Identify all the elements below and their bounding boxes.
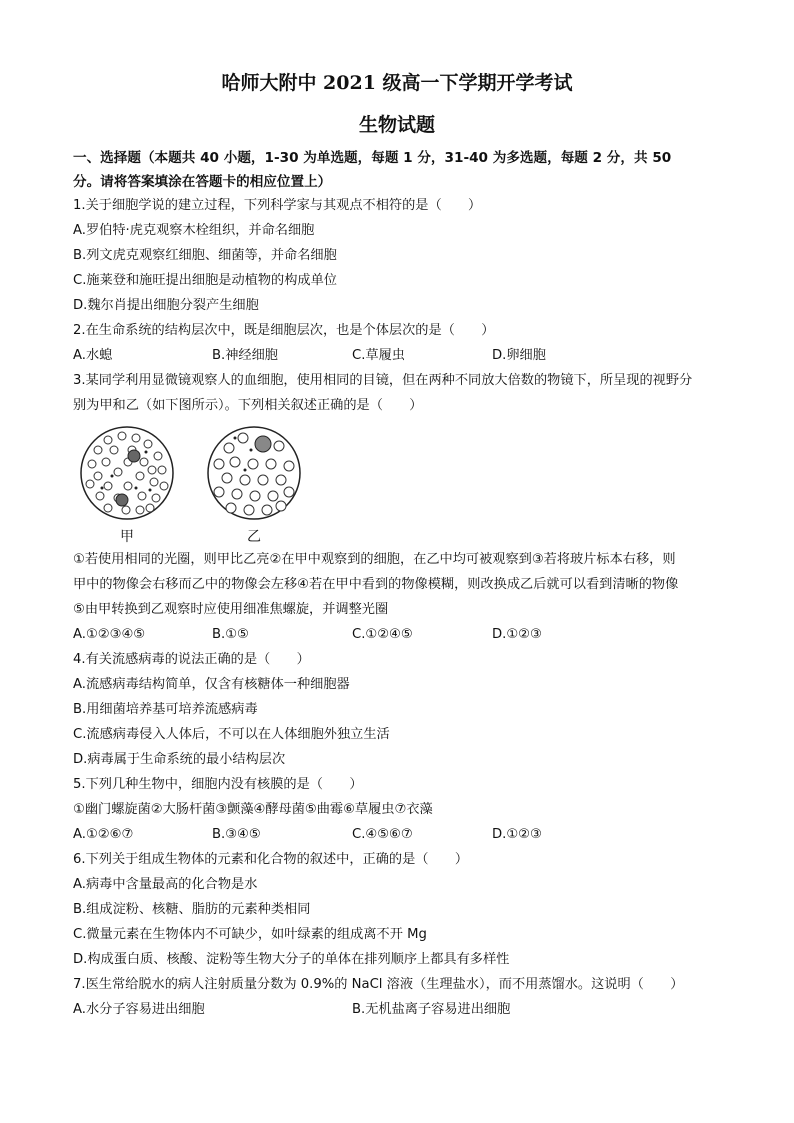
section-heading <box>73 146 723 194</box>
q5-option-b: B.③④⑤ <box>212 827 261 842</box>
q7-stem: 7.医生常给脱水的病人注射质量分数为 0.9%的 NaCl 溶液（生理盐水），而不用蒸馏水。这说明（ ） <box>73 977 684 992</box>
q1-option-a: A.罗伯特·虎克观察木栓组织，并命名细胞 <box>73 223 315 238</box>
q3-option-c: C.①②④⑤ <box>352 627 413 642</box>
q5-stem: 5.下列几种生物中，细胞内没有核膜的是（ ） <box>73 777 363 792</box>
figure-label-jia: 甲 <box>120 529 134 545</box>
q3-statement-line1: ①若使用相同的光圈，则甲比乙亮②在甲中观察到的细胞，在乙中均可被观察到③若将玻片标本右移，则 <box>73 552 676 567</box>
microscope-field-yi <box>205 424 303 522</box>
q3-stem-line2: 别为甲和乙（如下图所示）。下列相关叙述正确的是（ ） <box>73 398 423 413</box>
q1-stem: 1.关于细胞学说的建立过程，下列科学家与其观点不相符的是（ ） <box>73 198 482 213</box>
microscope-field-jia <box>78 424 176 522</box>
q5-option-c: C.④⑤⑥⑦ <box>352 827 413 842</box>
q1-option-b: B.列文虎克观察红细胞、细菌等，并命名细胞 <box>73 248 337 263</box>
section-heading-line2: 分。请将答案填涂在答题卡的相应位置上） <box>73 174 332 190</box>
q2-option-c: C.草履虫 <box>352 348 405 363</box>
q6-stem: 6.下列关于组成生物体的元素和化合物的叙述中，正确的是（ ） <box>73 852 469 867</box>
exam-subject: 生物试题 <box>358 114 435 136</box>
q3-option-b: B.①⑤ <box>212 627 249 642</box>
q5-organism-list: ①幽门螺旋菌②大肠杆菌③颤藻④酵母菌⑤曲霉⑥草履虫⑦衣藻 <box>73 802 433 817</box>
q3-statement-line2: 甲中的物像会右移而乙中的物像会左移④若在甲中看到的物像模糊，则改换成乙后就可以看到清晰的物像 <box>73 577 679 592</box>
q2-stem: 2.在生命系统的结构层次中，既是细胞层次，也是个体层次的是（ ） <box>73 323 495 338</box>
q1-option-d: D.魏尔肖提出细胞分裂产生细胞 <box>73 298 259 313</box>
q6-option-d: D.构成蛋白质、核酸、淀粉等生物大分子的单体在排列顺序上都具有多样性 <box>73 952 510 967</box>
q4-stem: 4.有关流感病毒的说法正确的是（ ） <box>73 652 310 667</box>
q5-option-d: D.①②③ <box>492 827 542 842</box>
q6-option-c: C.微量元素在生物体内不可缺少，如叶绿素的组成离不开 Mg <box>73 927 427 942</box>
q3-option-a: A.①②③④⑤ <box>73 627 146 642</box>
figure-label-yi: 乙 <box>247 529 261 545</box>
q4-option-a: A.流感病毒结构简单，仅含有核糖体一种细胞器 <box>73 677 350 692</box>
q4-option-b: B.用细菌培养基可培养流感病毒 <box>73 702 258 717</box>
q2-option-a: A.水螅 <box>73 348 113 363</box>
q4-option-c: C.流感病毒侵入人体后，不可以在人体细胞外独立生活 <box>73 727 390 742</box>
q6-option-b: B.组成淀粉、核糖、脂肪的元素种类相同 <box>73 902 311 917</box>
q3-option-d: D.①②③ <box>492 627 542 642</box>
q2-option-b: B.神经细胞 <box>212 348 278 363</box>
q6-option-a: A.病毒中含量最高的化合物是水 <box>73 877 258 892</box>
q3-statement-line3: ⑤由甲转换到乙观察时应使用细准焦螺旋，并调整光圈 <box>73 602 389 617</box>
q7-option-b: B.无机盐离子容易进出细胞 <box>352 1002 511 1017</box>
q2-option-d: D.卵细胞 <box>492 348 546 363</box>
q5-option-a: A.①②⑥⑦ <box>73 827 134 842</box>
q7-option-a: A.水分子容易进出细胞 <box>73 1002 205 1017</box>
section-heading-line1: 一、选择题（本题共 40 小题，1-30 为单选题，每题 1 分，31-40 为多选题，每题 2 分，共 50 <box>73 150 672 166</box>
q1-option-c: C.施莱登和施旺提出细胞是动植物的构成单位 <box>73 273 337 288</box>
exam-title: 哈师大附中 2021 级高一下学期开学考试 <box>221 72 573 94</box>
q3-stem-line1: 3.某同学利用显微镜观察人的血细胞，使用相同的目镜，但在两种不同放大倍数的物镜下，所呈现的视野分 <box>73 373 693 388</box>
q4-option-d: D.病毒属于生命系统的最小结构层次 <box>73 752 286 767</box>
